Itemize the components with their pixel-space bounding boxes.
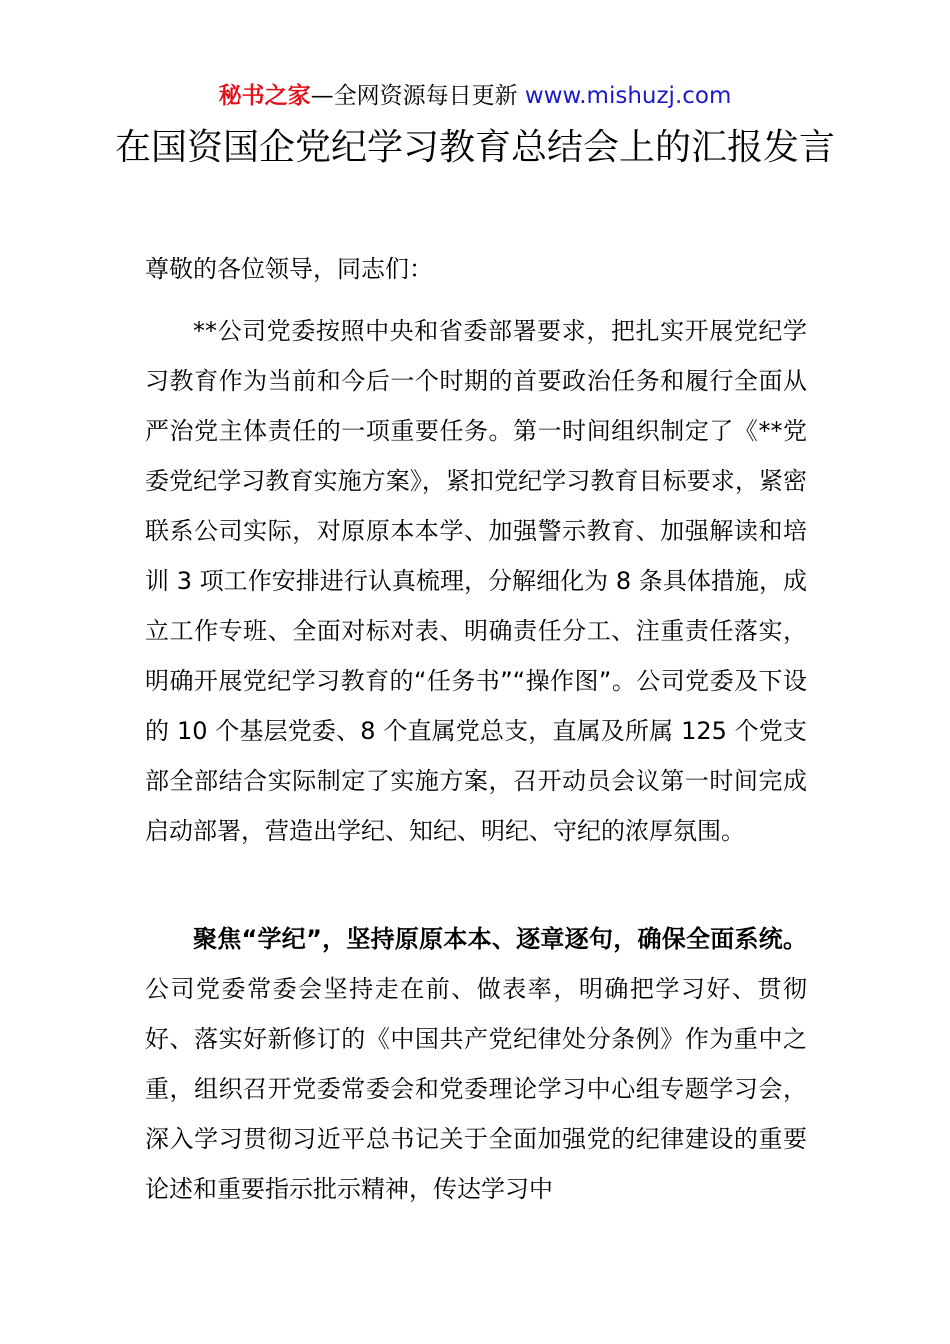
paragraph-intro [145, 306, 807, 856]
salutation: 尊敬的各位领导，同志们： [145, 255, 433, 283]
paragraph-text: **公司党委按照中央和省委部署要求，把扎实开展党纪学习教育作为当前和今后一个时期的首要政治任务和履行全面从严治党主体责任的一项重要任务。第一时间组织制定了《**党委党纪学习教育实施方案》，紧扣党纪学习教育目标要求，紧密联系公司实际，对原原本本学、加强警示教育、加强解读和培训 3 项工作安排进行认真梳理，分解细化为 8 条具体措施，成立工作专班、全面对标对表、明确责任分工、注重责任落实，明确开展党纪学习教育的“任务书”“操作图”。公司党委及下设的 10 个基层党委、8 个直属党总支，直属及所属 125 个党支部全部结合实际制定了实施方案，召开动员会议第一时间完成启动部署，营造出学纪、知纪、明纪、守纪的浓厚氛围。 [145, 317, 807, 845]
site-header [0, 80, 950, 112]
site-tagline: —全网资源每日更新 [310, 83, 525, 109]
document-title: 在国资国企党纪学习教育总结会上的汇报发言 [114, 127, 835, 168]
site-brand: 秘书之家 [218, 83, 311, 109]
paragraph-study-discipline [145, 914, 807, 1214]
paragraph-text: 公司党委常委会坚持走在前、做表率，明确把学习好、贯彻好、落实好新修订的《中国共产党纪律处分条例》作为重中之重，组织召开党委常委会和党委理论学习中心组专题学习会，深入学习贯彻习近平总书记关于全面加强党的纪律建设的重要论述和重要指示批示精神，传达学习中 [145, 975, 807, 1203]
paragraph-lead-heading: 聚焦“学纪”，坚持原原本本、逐章逐句，确保全面系统。 [193, 925, 807, 953]
site-url-link[interactable]: www.mishuzj.com [524, 83, 732, 109]
